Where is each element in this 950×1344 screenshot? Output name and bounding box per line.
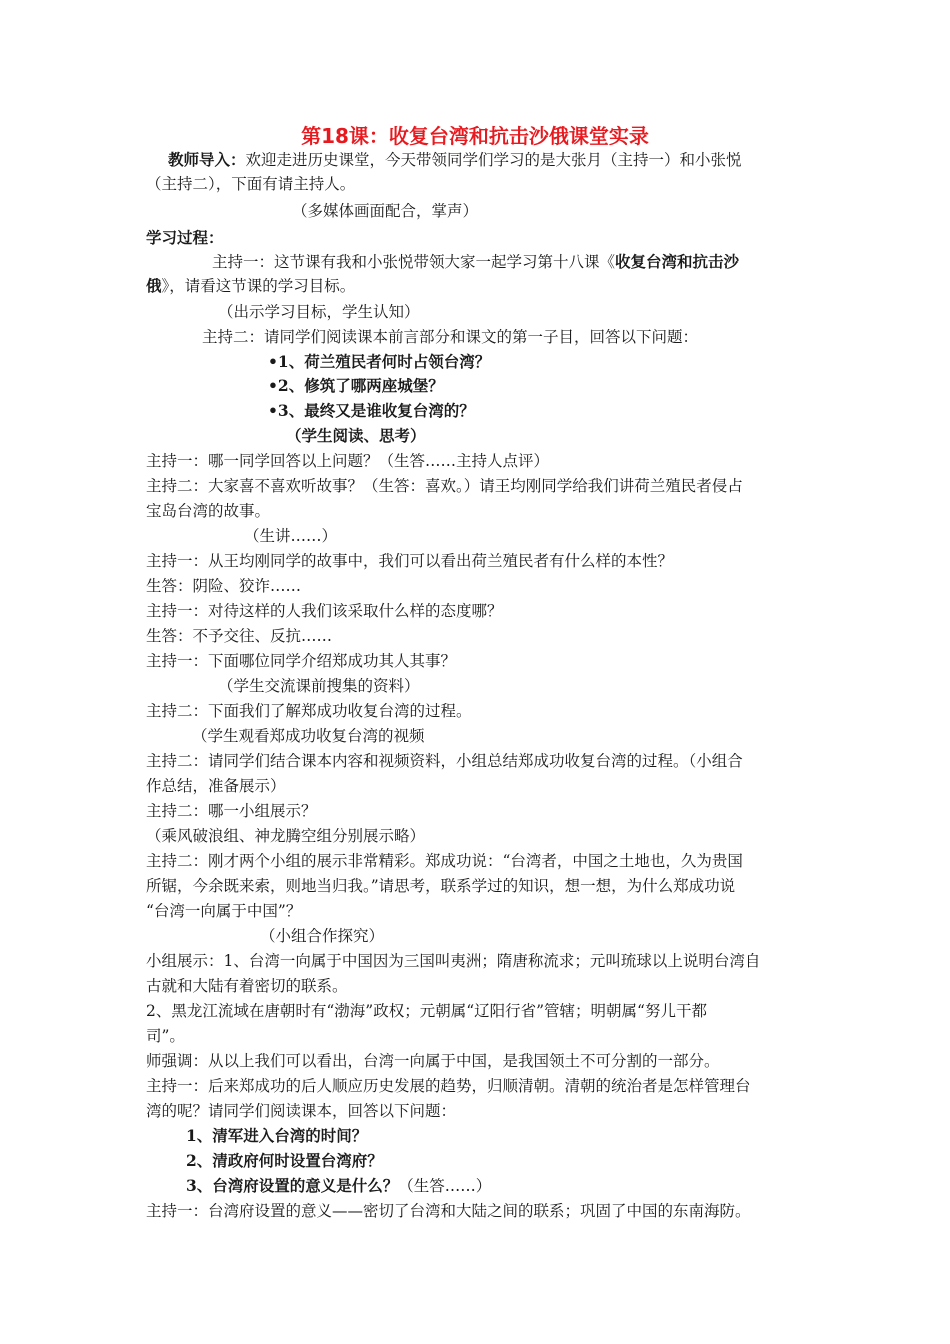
group-show-1-line-2: 古就和大陆有着密切的联系。 — [146, 977, 348, 995]
host2-which: 主持二：哪一小组展示？ — [146, 802, 317, 820]
qing-question-3: 3、台湾府设置的意义是什么？ — [186, 1176, 399, 1195]
qing-question-2: 2、清政府何时设置台湾府？ — [186, 1151, 383, 1170]
host1-zheng: 主持一：下面哪位同学介绍郑成功其人其事？ — [146, 652, 457, 670]
groups-note: （乘风破浪组、神龙腾空组分别展示略） — [146, 827, 426, 845]
qing-question-3-line — [186, 1174, 491, 1198]
host1-nature: 主持一：从王均刚同学的故事中，我们可以看出荷兰殖民者有什么样的本性？ — [146, 552, 674, 570]
group-show-1-line-1: 小组展示：1、台湾一向属于中国因为三国叫夷洲；隋唐称流求；元叫琉球以上说明台湾自 — [146, 952, 761, 970]
intro-text-1: 欢迎走进历史课堂，今天带领同学们学习的是大张月（主持一）和小张悦 — [245, 151, 742, 169]
host1-ask: 主持一：哪一同学回答以上问题？（生答……主持人点评） — [146, 452, 550, 470]
group-show-2-line-1: 2、黑龙江流域在唐朝时有“渤海”政权；元朝属“辽阳行省”管辖；明朝属“努儿干都 — [146, 1002, 707, 1020]
host2-story-line-2: 宝岛台湾的故事。 — [146, 502, 271, 520]
goal-note: （出示学习目标，学生认知） — [218, 303, 420, 321]
host2-task: 主持二：请同学们阅读课本前言部分和课文的第一子目，回答以下问题： — [202, 328, 699, 346]
host2-praise-line-1: 主持二：刚才两个小组的展示非常精彩。郑成功说：“台湾者，中国之土地也，久为贵国 — [146, 852, 743, 870]
host1-meaning: 主持一：台湾府设置的意义——密切了台湾和大陆之间的联系；巩固了中国的东南海防。 — [146, 1202, 751, 1220]
question-2: •2、修筑了哪两座城堡？ — [268, 376, 444, 395]
host2-group-line-1: 主持二：请同学们结合课本内容和视频资料，小组总结郑成功收复台湾的过程。（小组合 — [146, 752, 743, 770]
question-3: •3、最终又是谁收复台湾的？ — [268, 401, 475, 420]
video-note: （学生观看郑成功收复台湾的视频 — [192, 727, 425, 745]
tell-note: （生讲……） — [244, 527, 338, 545]
process-heading: 学习过程： — [146, 228, 224, 247]
page-title: 第18课：收复台湾和抗击沙俄课堂实录 — [301, 124, 649, 148]
host1-intro-line-1 — [212, 250, 739, 274]
host1-attitude: 主持一：对待这样的人我们该采取什么样的态度哪？ — [146, 602, 503, 620]
host1-qing-line-1: 主持一：后来郑成功的后人顺应历史发展的趋势，归顺清朝。清朝的统治者是怎样管理台 — [146, 1077, 751, 1095]
intro-line-1 — [168, 148, 742, 172]
host1-intro-text-b: 》，请看这节课的学习目标。 — [161, 277, 356, 295]
teacher-emphasis: 师强调：从以上我们可以看出，台湾一向属于中国，是我国领土不可分割的一部分。 — [146, 1052, 720, 1070]
host2-process: 主持二：下面我们了解郑成功收复台湾的过程。 — [146, 702, 472, 720]
question-1: •1、荷兰殖民者何时占领台湾？ — [268, 352, 491, 371]
lesson-title-part-b: 俄 — [146, 276, 162, 295]
host2-praise-line-2: 所锯，今余既来索，则地当归我。”请思考，联系学过的知识，想一想，为什么郑成功说 — [146, 877, 736, 895]
group-show-2-line-2: 司”。 — [146, 1027, 185, 1045]
host1-qing-line-2: 湾的呢？请同学们阅读课本，回答以下问题： — [146, 1102, 457, 1120]
host2-praise-line-3: “台湾一向属于中国”？ — [146, 902, 302, 920]
intro-label: 教师导入： — [168, 150, 246, 169]
coop-note: （小组合作探究） — [260, 927, 385, 945]
share-note: （学生交流课前搜集的资料） — [218, 677, 420, 695]
lesson-title-part-a: 收复台湾和抗击沙 — [615, 252, 740, 271]
media-note: （多媒体画面配合，掌声） — [292, 202, 479, 220]
read-note: （学生阅读、思考） — [286, 426, 426, 445]
qing-question-3-tail: （生答……） — [398, 1177, 492, 1195]
host1-intro-line-2 — [146, 274, 355, 298]
answer-nature: 生答：阴险、狡诈…… — [146, 577, 302, 595]
qing-question-1: 1、清军进入台湾的时间？ — [186, 1126, 368, 1145]
host2-story-line-1: 主持二：大家喜不喜欢听故事？（生答：喜欢。）请王均刚同学给我们讲荷兰殖民者侵占 — [146, 477, 743, 495]
answer-attitude: 生答：不予交往、反抗…… — [146, 627, 333, 645]
intro-line-2: （主持二），下面有请主持人。 — [146, 175, 356, 193]
host2-group-line-2: 作总结，准备展示） — [146, 777, 286, 795]
host1-intro-text-a: 主持一：这节课有我和小张悦带领大家一起学习第十八课《 — [212, 253, 616, 271]
